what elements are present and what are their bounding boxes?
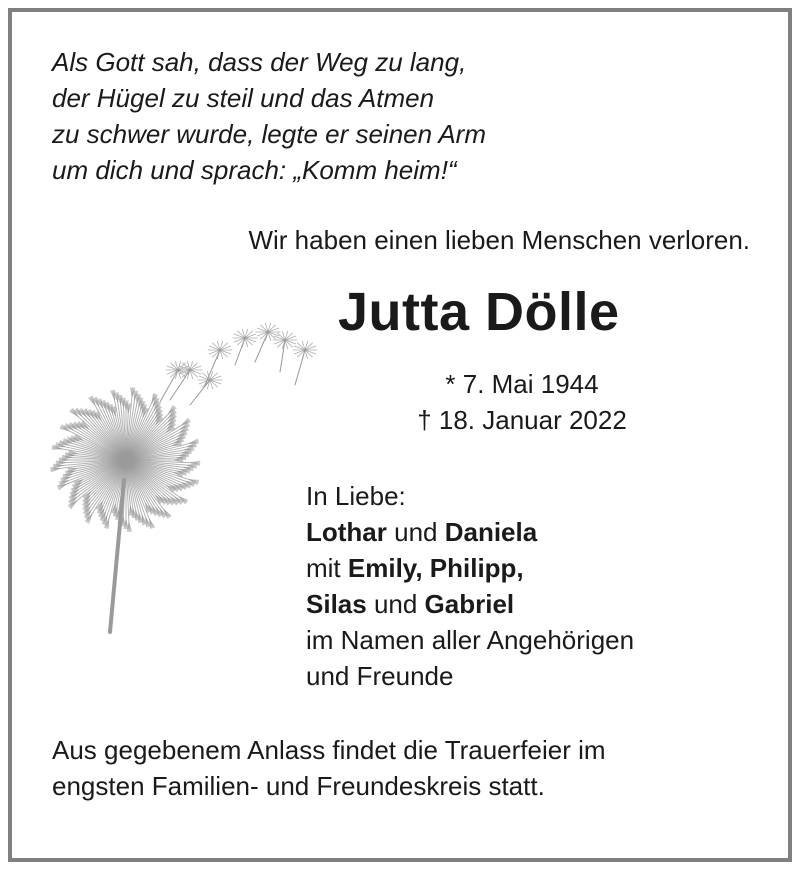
mourners-line <box>306 586 634 622</box>
death-date: † 18. Januar 2022 <box>417 405 627 435</box>
poem-line: Als Gott sah, dass der Weg zu lang, <box>52 47 467 77</box>
mourners-line <box>306 514 634 550</box>
life-dates <box>390 366 654 438</box>
conjunction: und <box>366 589 425 619</box>
mourners-line <box>306 550 634 586</box>
mourner-name: Daniela <box>444 517 538 547</box>
poem-line: um dich und sprach: „Komm heim!“ <box>52 155 457 185</box>
mourner-name: Gabriel <box>424 589 515 619</box>
mourner-name: Silas <box>306 589 367 619</box>
poem-line: zu schwer wurde, legte er seinen Arm <box>52 119 487 149</box>
closing-line: Aus gegebenem Anlass findet die Trauerfeier im <box>52 735 606 765</box>
mourners-list <box>306 478 634 694</box>
conjunction: und <box>386 517 445 547</box>
deceased-name: Jutta Dölle <box>338 282 620 342</box>
mourners-line: und Freunde <box>306 661 454 691</box>
closing-line: engsten Familien- und Freundeskreis statt. <box>52 771 545 801</box>
poem <box>52 44 486 188</box>
mourners-line: im Namen aller Angehörigen <box>306 625 635 655</box>
prefix: mit <box>306 553 348 583</box>
birth-date: * 7. Mai 1944 <box>445 369 599 399</box>
dandelion-icon <box>40 310 330 640</box>
mourners-heading: In Liebe: <box>306 481 406 511</box>
closing-note <box>52 732 606 804</box>
mourner-names: Emily, Philipp, <box>347 553 524 583</box>
poem-line: der Hügel zu steil und das Atmen <box>52 83 435 113</box>
intro-text: Wir haben einen lieben Menschen verloren. <box>248 225 750 255</box>
mourner-name: Lothar <box>306 517 387 547</box>
